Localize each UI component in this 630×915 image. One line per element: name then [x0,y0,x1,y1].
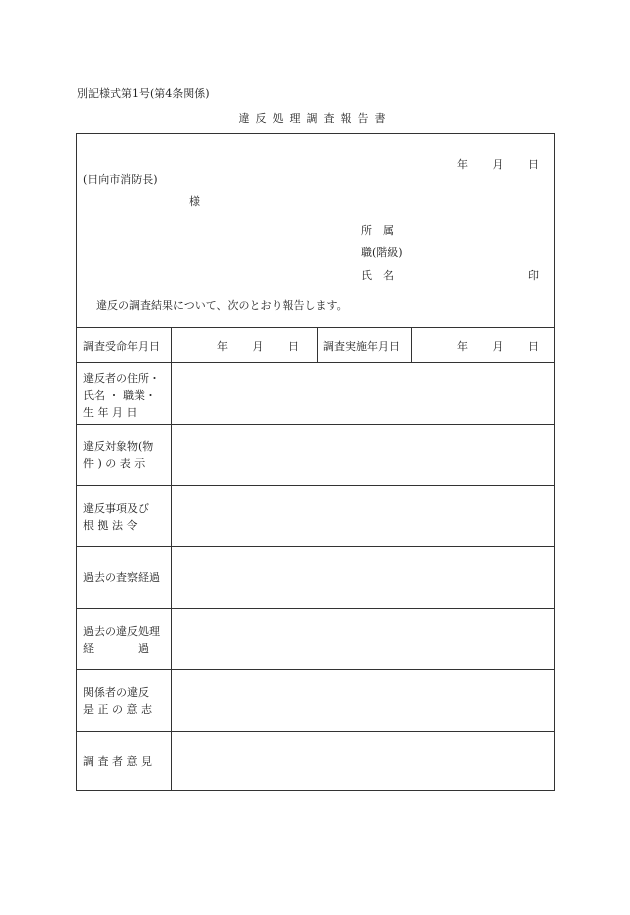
correction-intent-label [83,684,166,718]
reporter-rank-label: 職(階級) [361,246,403,259]
label-line: 調 査 者 意 見 [83,755,152,768]
conduct-date-year: 年 [457,340,468,353]
conduct-date-value [457,338,539,354]
violation-target-label [83,438,166,472]
table-rule [77,608,554,609]
report-form-table [76,133,555,791]
label-line: 根 拠 法 令 [83,519,138,532]
addressee: (日向市消防長) [83,173,158,186]
date-divider-rule [411,327,412,362]
label-column-rule [171,327,172,791]
table-rule [77,731,554,732]
seal-mark: 印 [528,269,539,282]
label-line: 違反事項及び [83,502,149,515]
table-rule [77,546,554,547]
label-line: 経 過 [83,642,149,655]
table-rule [77,424,554,425]
honorific: 様 [189,195,200,208]
conduct-date-month: 月 [492,340,504,353]
past-violation-label [83,623,166,657]
table-rule [77,485,554,486]
conduct-date-label: 調査実施年月日 [323,340,400,353]
document-title: 違反処理調査報告書 [238,112,392,125]
label-line: 生 年 月 日 [83,406,138,419]
label-line: 違反対象物(物 [83,440,154,453]
order-date-value [217,338,299,354]
table-rule [77,327,554,328]
reporter-name-label: 氏 名 [361,269,394,282]
conduct-date-day: 日 [528,340,539,353]
table-rule [77,669,554,670]
report-body-text: 違反の調査結果について、次のとおり報告します。 [96,299,348,312]
label-line: 違反者の住所・ [83,372,160,385]
report-date [457,156,539,172]
order-date-year: 年 [217,340,228,353]
label-line: 過去の査察経過 [83,571,160,584]
order-date-month: 月 [252,340,264,353]
investigator-opinion-label [83,753,166,770]
report-date-month: 月 [492,158,504,171]
past-inspection-label [83,569,166,586]
order-date-label: 調査受命年月日 [83,340,160,353]
label-line: 関係者の違反 [83,686,149,699]
order-date-day: 日 [288,340,299,353]
report-date-year: 年 [457,158,468,171]
label-line: 氏名 ・ 職業・ [83,389,156,402]
report-date-day: 日 [528,158,539,171]
date-divider-rule [317,327,318,362]
label-line: 過去の違反処理 [83,625,160,638]
label-line: 件 ) の 表 示 [83,457,146,470]
violator-info-label [83,370,166,421]
reporter-affiliation-label: 所 属 [361,224,394,237]
table-rule [77,362,554,363]
violation-items-label [83,500,166,534]
form-number-label: 別記様式第1号(第4条関係) [77,87,210,100]
label-line: 是 正 の 意 志 [83,703,152,716]
